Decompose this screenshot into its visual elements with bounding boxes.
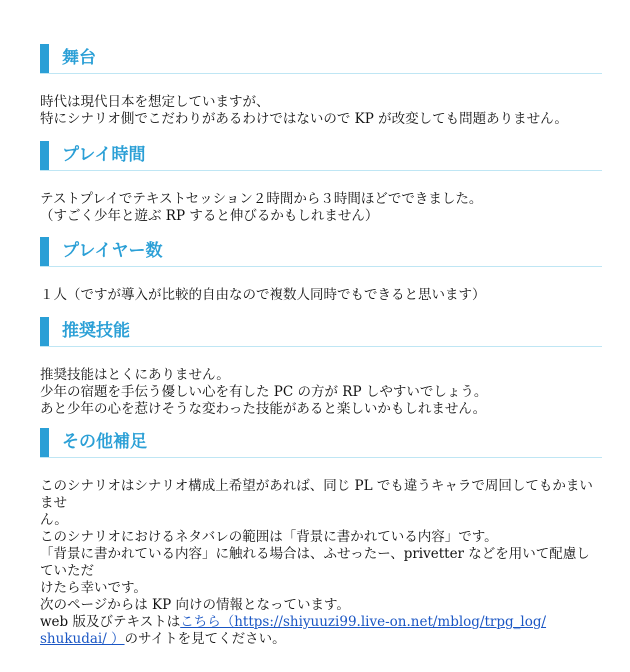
section-skills [40, 317, 602, 418]
section-play-time [40, 141, 602, 225]
heading-accent-bar [40, 44, 49, 73]
section-title: プレイ時間 [62, 145, 146, 165]
body-line [40, 631, 602, 648]
section-body [40, 367, 602, 418]
section-heading [40, 44, 602, 74]
section-title: その他補足 [62, 432, 147, 452]
body-line: 次のページからは KP 向けの情報となっています。 [40, 597, 350, 613]
section-players [40, 237, 602, 304]
heading-accent-bar [40, 141, 49, 170]
web-text-suffix: のサイトを見てください。 [124, 631, 286, 647]
body-line: このシナリオにおけるネタバレの範囲は「背景に書かれている内容」です。 [40, 529, 498, 545]
web-text-prefix: web 版及びテキストは [40, 614, 181, 630]
body-line: テストプレイでテキストセッション２時間から３時間ほどでできました。 [40, 191, 483, 207]
site-link[interactable]: こちら（https://shiyuuzi99.live-on.net/mblog/trpg_log/ [180, 614, 547, 630]
body-line: 特にシナリオ側でこだわりがあるわけではないので KP が改変しても問題ありません。 [40, 111, 568, 127]
section-title: プレイヤー数 [62, 241, 163, 261]
heading-accent-bar [40, 317, 49, 346]
body-line: 少年の宿題を手伝う優しい心を有した PC の方が RP しやすいでしょう。 [40, 384, 488, 400]
body-line [40, 614, 602, 631]
section-body [40, 478, 602, 648]
body-line: 時代は現代日本を想定していますが、 [40, 94, 270, 110]
body-line: ん。 [40, 512, 68, 528]
heading-accent-bar [40, 237, 49, 266]
section-heading [40, 237, 602, 267]
section-title: 舞台 [62, 48, 96, 68]
section-title: 推奨技能 [62, 321, 130, 341]
section-other-notes [40, 428, 602, 648]
site-link-continued[interactable]: shukudai/ ） [40, 631, 125, 647]
body-line: 推奨技能はとくにありません。 [40, 367, 230, 383]
body-line: あと少年の心を惹けそうな変わった技能があると楽しいかもしれません。 [40, 401, 487, 417]
body-line: けたら幸いです。 [40, 580, 147, 596]
heading-accent-bar [40, 428, 49, 457]
section-butai [40, 44, 602, 128]
section-heading [40, 428, 602, 458]
body-line: 「背景に書かれている内容」に触れる場合は、ふせったー、privetter などを用いて配慮していただ [40, 546, 590, 579]
body-line: （すごく少年と遊ぶ RP すると伸びるかもしれません） [40, 208, 379, 224]
section-heading [40, 317, 602, 347]
body-line: このシナリオはシナリオ構成上希望があれば、同じ PL でも違うキャラで周回してもかまいませ [40, 478, 593, 511]
body-line: １人（ですが導入が比較的自由なので複数人同時でもできると思います） [40, 287, 486, 303]
section-body [40, 94, 602, 128]
section-heading [40, 141, 602, 171]
section-body [40, 287, 602, 304]
section-body [40, 191, 602, 225]
